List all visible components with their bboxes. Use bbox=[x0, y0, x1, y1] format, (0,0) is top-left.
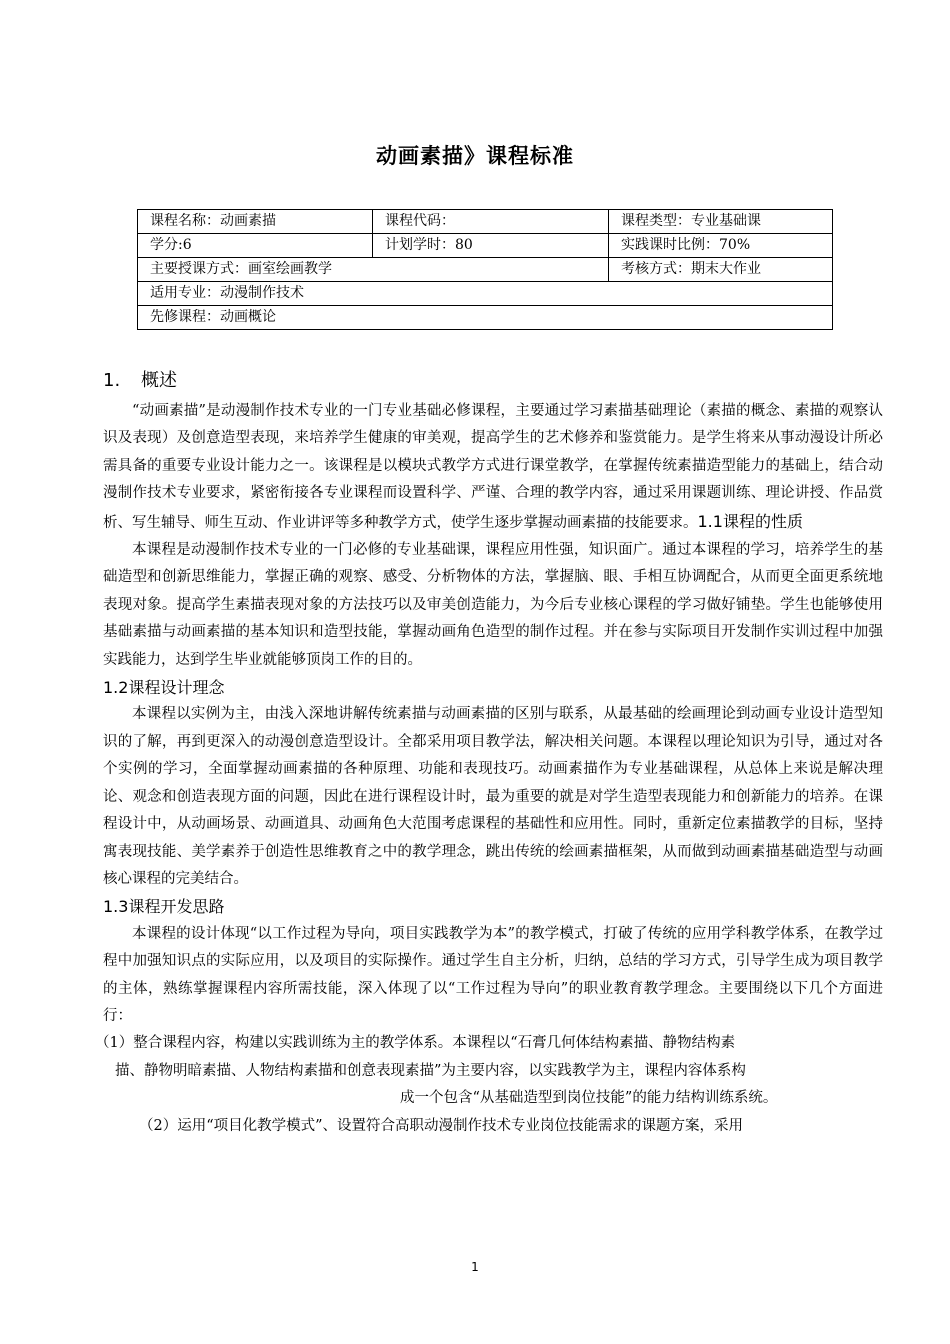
paragraph-design: 本课程以实例为主，由浅入深地讲解传统素描与动画素描的区别与联系，从最基础的绘画理论到动画专业设计造型知识的了解，再到更深入的动漫创意造型设计。全都采用项目教学法，解决相关问题。本课程以理论知识为引导，通过对各个实例的学习，全面掌握动画素描的各种原理、功能和表现技巧。动画素描作为专业基础课程，从总体上来说是解决理论、观念和创造表现方面的问题，因此在进行课程设计时，最为重要的就是对学生造型表现能力和创新能力的培养。在课程设计中，从动画场景、动画道具、动画角色大范围考虑课程的基础性和应用性。同时，重新定位素描教学的目标，坚持寓表现技能、美学素养于创造性思维教育之中的教学理念，跳出传统的绘画素描框架，从而做到动画素描基础造型与动画核心课程的完美结合。 bbox=[103, 706, 883, 887]
document-title: 动画素描》课程标准 bbox=[376, 144, 574, 168]
teaching-method-cell: 主要授课方式：画室绘画教学 bbox=[138, 258, 609, 282]
paragraph-overview: “动画素描”是动漫制作技术专业的一门专业基础必修课程，主要通过学习素描基础理论（素描的概念、素描的观察认识及表现）及创意造型表现，来培养学生健康的审美观，提高学生的艺术修养和鉴赏能力。是学生将来从事动漫设计所必需具备的重要专业设计能力之一。该课程是以模块式教学方式进行课堂教学，在掌握传统素描造型能力的基础上，结合动漫制作技术专业要求，紧密衔接各专业课程而设置科学、严谨、合理的教学内容，通过采用课题训练、理论讲授、作品赏析、写生辅导、师生互动、作业讲评等多种教学方式，使学生逐步掌握动画素描的技能要求。1.1课程的性质 bbox=[103, 403, 883, 531]
subsection-heading-design: 1.2课程设计理念 bbox=[103, 678, 225, 698]
table-row bbox=[138, 306, 833, 330]
subsection-heading-nature: 1.1课程的性质 bbox=[697, 511, 803, 531]
paragraph-development: 本课程的设计体现“以工作过程为导向，项目实践教学为本”的教学模式，打破了传统的应用学科教学体系，在教学过程中加强知识点的实际应用，以及项目的实际操作。通过学生自主分析，归纳，总结的学习方式，引导学生成为项目教学的主体，熟练掌握课程内容所需技能，深入体现了以“工作过程为导向”的职业教育教学理念。主要围绕以下几个方面进行： bbox=[103, 925, 883, 1024]
course-code-cell: 课程代码： bbox=[373, 210, 609, 234]
major-cell: 适用专业：动漫制作技术 bbox=[138, 282, 833, 306]
section-title: 概述 bbox=[141, 370, 177, 391]
table-row bbox=[138, 258, 833, 282]
credits-cell: 学分:6 bbox=[138, 234, 373, 258]
page-number: 1 bbox=[471, 1260, 479, 1274]
practice-ratio-cell: 实践课时比例：70% bbox=[609, 234, 833, 258]
subsection-heading-development: 1.3课程开发思路 bbox=[103, 897, 225, 917]
document-body bbox=[95, 398, 883, 1140]
planned-hours-cell: 计划学时：80 bbox=[373, 234, 609, 258]
table-row bbox=[138, 282, 833, 306]
course-name-cell: 课程名称：动画素描 bbox=[138, 210, 373, 234]
table-row bbox=[138, 210, 833, 234]
list-item: （1）整合课程内容，构建以实践训练为主的教学体系。本课程以“石膏几何体结构素描、静物结构素 描、静物明暗素描、人物结构素描和创意表现素描”为主要内容，以实践教学为主，课程内容体系构 成一个包含“从基础造型到岗位技能”的能力结构训练系统。 bbox=[95, 1035, 778, 1107]
list-item: （2）运用“项目化教学模式”、设置符合高职动漫制作技术专业岗位技能需求的课题方案，采用 bbox=[139, 1117, 744, 1134]
section-number: 1. bbox=[103, 370, 121, 391]
prerequisite-cell: 先修课程：动画概论 bbox=[138, 306, 833, 330]
section-heading-overview bbox=[103, 366, 177, 392]
course-type-cell: 课程类型：专业基础课 bbox=[609, 210, 833, 234]
table-row bbox=[138, 234, 833, 258]
course-info-table bbox=[137, 209, 833, 330]
assessment-cell: 考核方式：期末大作业 bbox=[609, 258, 833, 282]
paragraph-nature: 本课程是动漫制作技术专业的一门必修的专业基础课，课程应用性强，知识面广。通过本课程的学习，培养学生的基础造型和创新思维能力，掌握正确的观察、感受、分析物体的方法，掌握脑、眼、手相互协调配合，从而更全面更系统地表现对象。提高学生素描表现对象的方法技巧以及审美创造能力，为今后专业核心课程的学习做好铺垫。学生也能够使用基础素描与动画素描的基本知识和造型技能，掌握动画角色造型的制作过程。并在参与实际项目开发制作实训过程中加强实践能力，达到学生毕业就能够顶岗工作的目的。 bbox=[103, 542, 883, 668]
